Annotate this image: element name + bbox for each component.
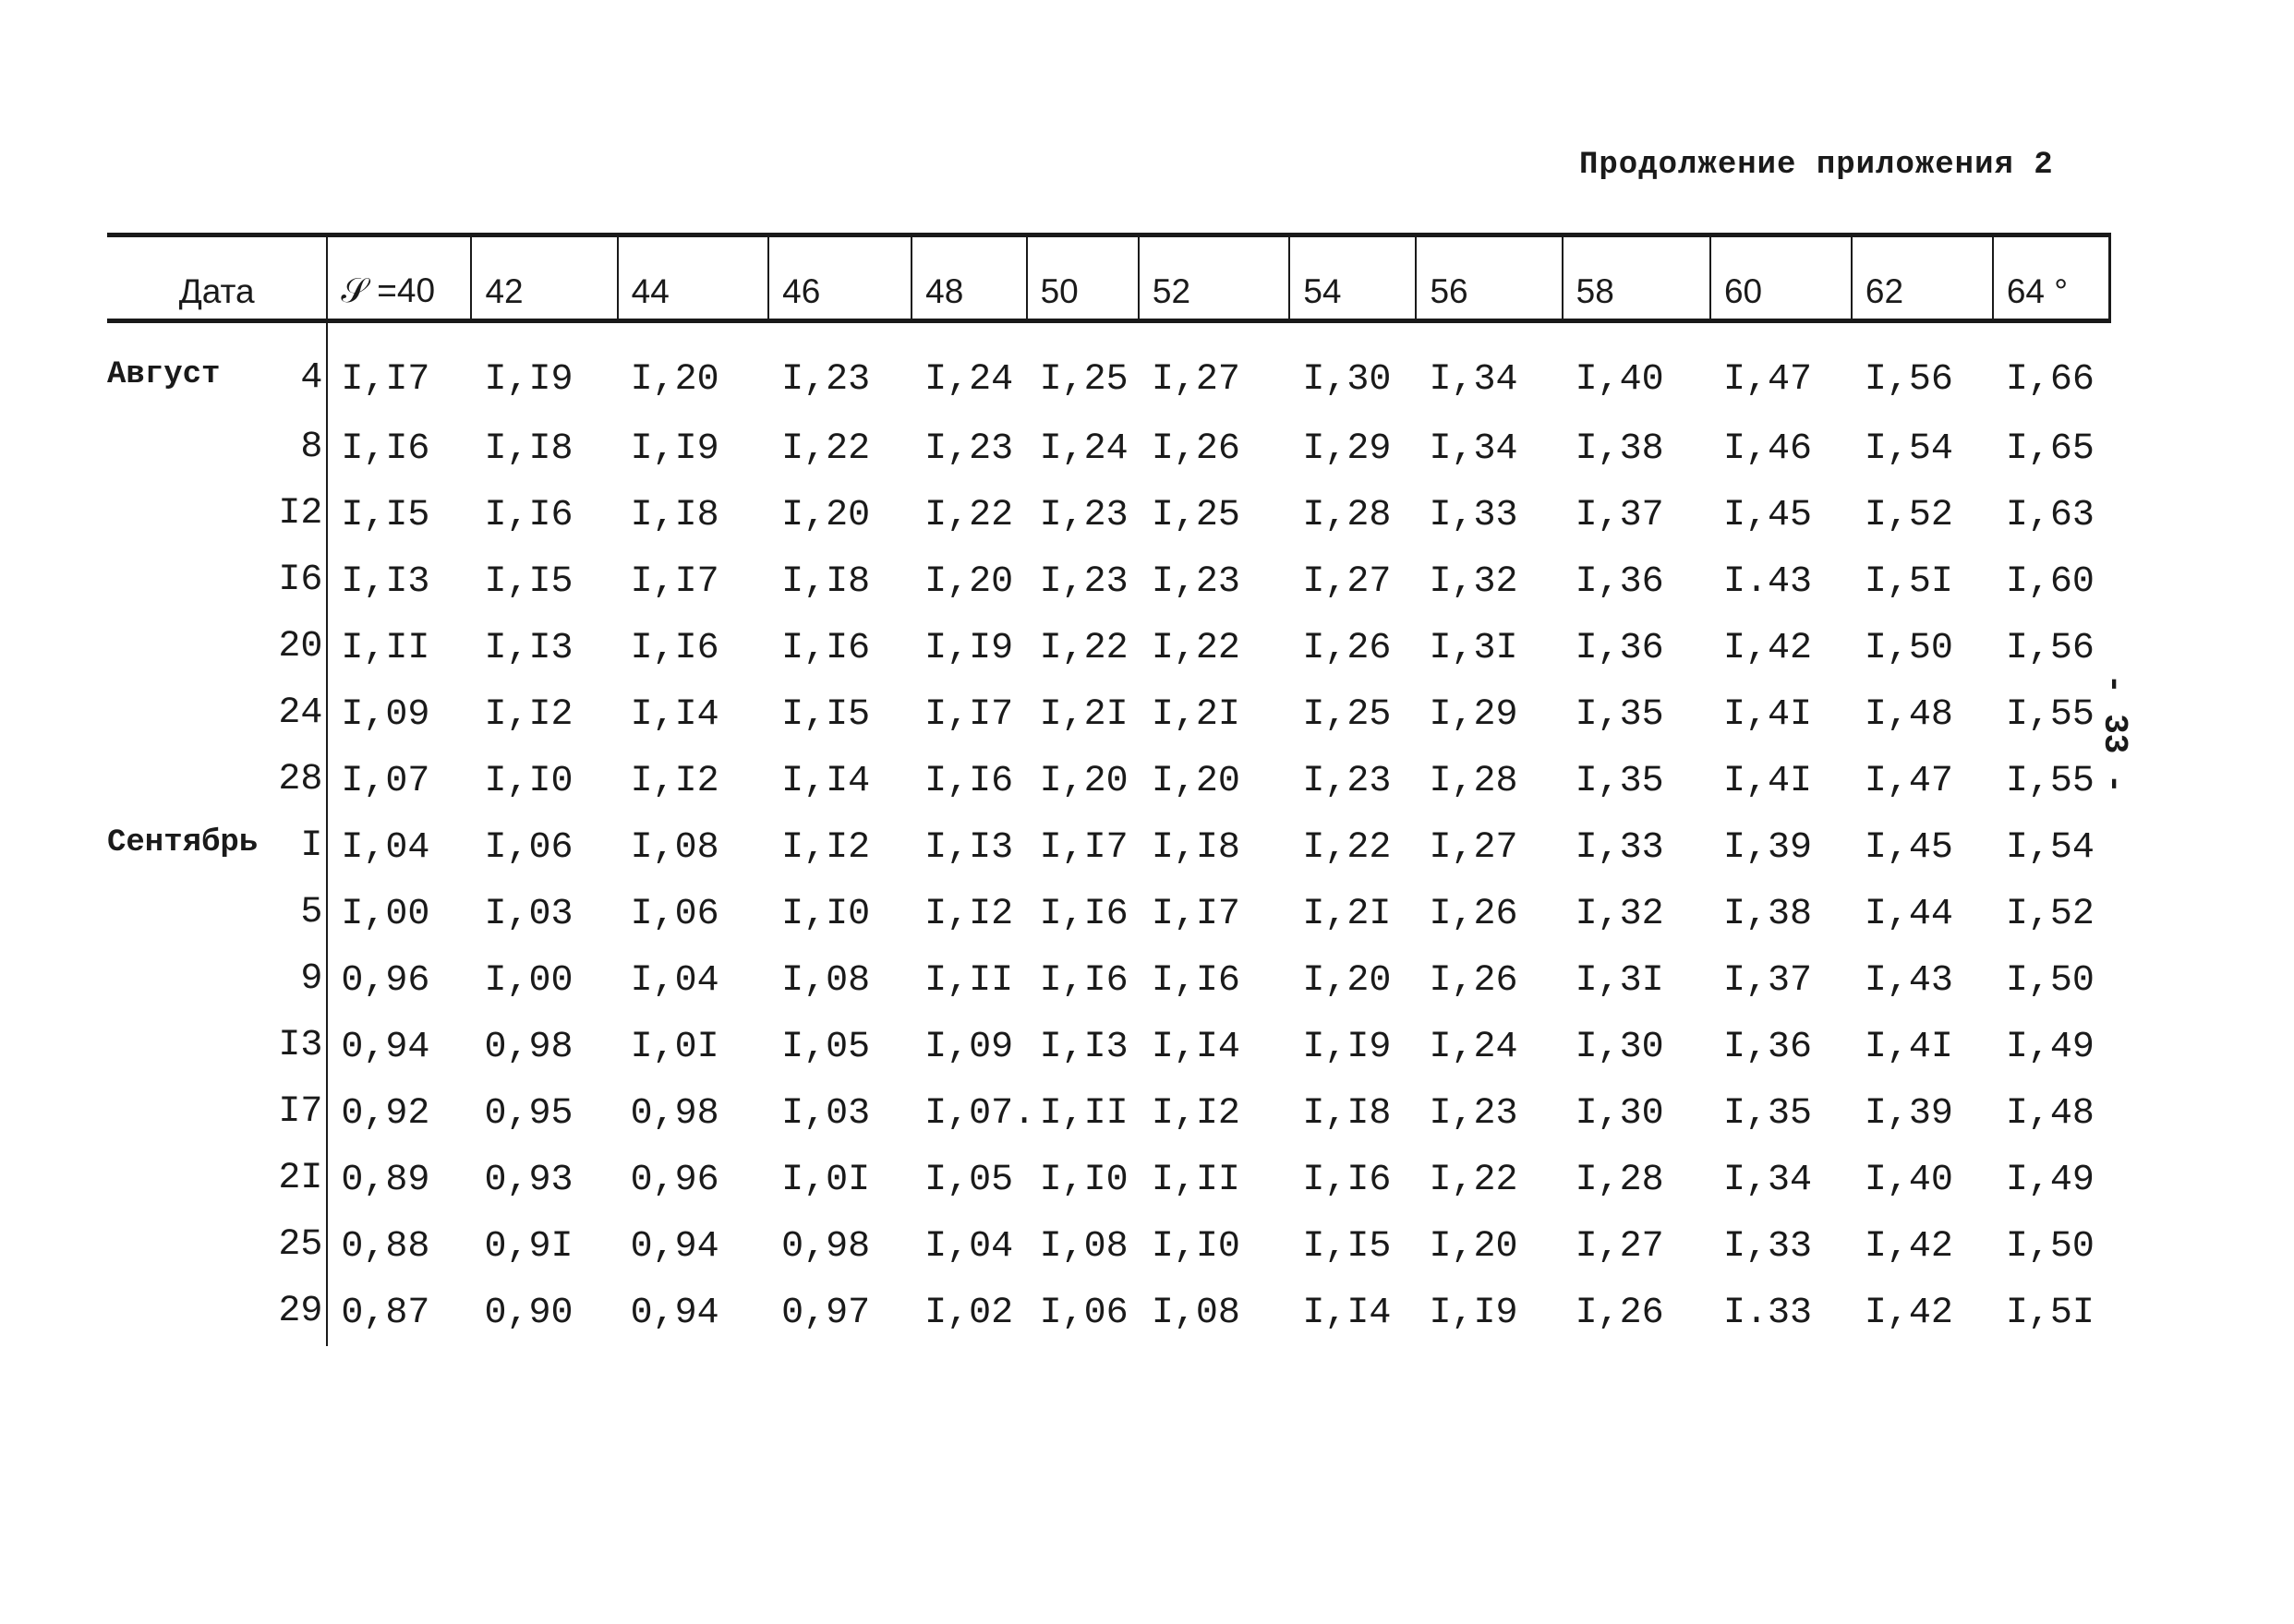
column-header: 60 — [1710, 235, 1852, 321]
value-cell: I,3I — [1575, 959, 1664, 1002]
column-header: 𝒮 =40 — [327, 235, 471, 321]
value-cell: I,08 — [1039, 1225, 1129, 1268]
value-cell: I,20 — [1302, 959, 1392, 1002]
value-cell: I,4I — [1864, 1026, 1953, 1068]
value-cell: I,I2 — [484, 693, 574, 736]
column-header: 56 — [1416, 235, 1562, 321]
day-label: 24 — [278, 692, 323, 734]
value-cell: I,47 — [1864, 760, 1953, 802]
column-header: 52 — [1139, 235, 1289, 321]
column-header: 46 — [768, 235, 912, 321]
value-cell: I,I6 — [1151, 959, 1240, 1002]
value-cell: I,25 — [1302, 693, 1392, 736]
value-cell: I,25 — [1039, 358, 1129, 401]
value-cell: I,I6 — [781, 627, 871, 669]
value-cell: I,09 — [341, 693, 430, 736]
value-cell: I,28 — [1429, 760, 1518, 802]
value-cell: I.33 — [1722, 1292, 1812, 1334]
value-cell: I,I8 — [781, 560, 871, 603]
value-cell: I,34 — [1429, 358, 1518, 401]
value-cell: I,22 — [1429, 1159, 1518, 1201]
value-cell: 0,96 — [630, 1159, 719, 1201]
value-cell: I,50 — [2005, 959, 2095, 1002]
value-cell: I,46 — [1722, 427, 1812, 470]
value-cell: I,5I — [2005, 1292, 2095, 1334]
value-cell: I,20 — [781, 494, 871, 536]
value-cell: I,3I — [1429, 627, 1518, 669]
value-cell: I,37 — [1575, 494, 1664, 536]
value-cell: I,37 — [1722, 959, 1812, 1002]
value-cell: I,28 — [1575, 1159, 1664, 1201]
table-row — [107, 1014, 2110, 1080]
value-cell: I,I0 — [1039, 1159, 1129, 1201]
day-label: 25 — [278, 1224, 323, 1266]
value-cell: I,25 — [1151, 494, 1240, 536]
value-cell: I,I2 — [924, 893, 1014, 935]
value-cell: I,26 — [1429, 959, 1518, 1002]
value-cell: I,I9 — [1429, 1292, 1518, 1334]
value-cell: I,22 — [1039, 627, 1129, 669]
table-row — [107, 482, 2110, 548]
value-cell: I,03 — [781, 1092, 871, 1135]
value-cell: I,II — [341, 627, 430, 669]
value-cell: I,24 — [924, 358, 1014, 401]
value-cell: I,52 — [2005, 893, 2095, 935]
day-label: 2I — [278, 1158, 323, 1199]
value-cell: I,23 — [1039, 494, 1129, 536]
value-cell: I,I8 — [630, 494, 719, 536]
date-cell — [107, 881, 327, 947]
value-cell: I,27 — [1429, 826, 1518, 869]
value-cell: I,36 — [1575, 560, 1664, 603]
column-header: 42 — [471, 235, 617, 321]
value-cell: I,I4 — [1151, 1026, 1240, 1068]
value-cell: I,I6 — [1302, 1159, 1392, 1201]
value-cell: I,29 — [1302, 427, 1392, 470]
table-row — [107, 1213, 2110, 1280]
date-cell — [107, 1080, 327, 1147]
day-label: I3 — [278, 1025, 323, 1066]
value-cell: I,48 — [1864, 693, 1953, 736]
value-cell: I,I7 — [1039, 826, 1129, 869]
value-cell: I,55 — [2005, 693, 2095, 736]
value-cell: I,I9 — [924, 627, 1014, 669]
value-cell: I,34 — [1429, 427, 1518, 470]
value-cell: I,I2 — [1151, 1092, 1240, 1135]
column-header: 44 — [618, 235, 768, 321]
value-cell: I,33 — [1429, 494, 1518, 536]
day-label: 8 — [300, 427, 323, 468]
value-cell: I,20 — [1429, 1225, 1518, 1268]
value-cell: I,20 — [924, 560, 1014, 603]
value-cell: I,48 — [2005, 1092, 2095, 1135]
date-cell — [107, 1147, 327, 1213]
day-label: I6 — [278, 559, 323, 601]
day-label: 4 — [300, 357, 323, 399]
value-cell: 0,97 — [781, 1292, 871, 1334]
value-cell: I,20 — [1151, 760, 1240, 802]
value-cell: I,00 — [341, 893, 430, 935]
date-cell — [107, 548, 327, 615]
value-cell: I,54 — [1864, 427, 1953, 470]
value-cell: I,II — [1151, 1159, 1240, 1201]
value-cell: I,66 — [2005, 358, 2095, 401]
value-cell: I,44 — [1864, 893, 1953, 935]
value-cell: I,04 — [341, 826, 430, 869]
value-cell: I,65 — [2005, 427, 2095, 470]
value-cell: I,36 — [1722, 1026, 1812, 1068]
value-cell: I,06 — [630, 893, 719, 935]
day-label: 29 — [278, 1291, 323, 1332]
table-row — [107, 548, 2110, 615]
value-cell: I,06 — [484, 826, 574, 869]
date-cell — [107, 814, 327, 881]
value-cell: I,I0 — [1151, 1225, 1240, 1268]
value-cell: I,I6 — [1039, 893, 1129, 935]
value-cell: I,63 — [2005, 494, 2095, 536]
value-cell: I,42 — [1864, 1292, 1953, 1334]
value-cell: I,36 — [1575, 627, 1664, 669]
date-cell — [107, 1280, 327, 1346]
value-cell: I,I3 — [484, 627, 574, 669]
value-cell: I,27 — [1302, 560, 1392, 603]
value-cell: I,39 — [1864, 1092, 1953, 1135]
table-row — [107, 814, 2110, 881]
value-cell: 0,9I — [484, 1225, 574, 1268]
value-cell: I,II — [924, 959, 1014, 1002]
value-cell: I,I5 — [781, 693, 871, 736]
date-cell — [107, 681, 327, 748]
value-cell: I,07. — [924, 1092, 1036, 1135]
value-cell: I,0I — [781, 1159, 871, 1201]
value-cell: I,5I — [1864, 560, 1953, 603]
value-cell: I,02 — [924, 1292, 1014, 1334]
value-cell: I.43 — [1722, 560, 1812, 603]
table-row — [107, 1280, 2110, 1346]
value-cell: I,23 — [1039, 560, 1129, 603]
date-column-header: Дата — [107, 235, 327, 321]
value-cell: I,00 — [484, 959, 574, 1002]
month-label: Сентябрь — [107, 825, 259, 860]
value-cell: I,20 — [630, 358, 719, 401]
value-cell: I,34 — [1722, 1159, 1812, 1201]
value-cell: I,I9 — [1302, 1026, 1392, 1068]
value-cell: I,32 — [1575, 893, 1664, 935]
value-cell: I,II — [1039, 1092, 1129, 1135]
value-cell: I,32 — [1429, 560, 1518, 603]
value-cell: I,26 — [1302, 627, 1392, 669]
value-cell: I,22 — [924, 494, 1014, 536]
value-cell: I,I7 — [1151, 893, 1240, 935]
value-cell: I,4I — [1722, 693, 1812, 736]
value-cell: I,42 — [1722, 627, 1812, 669]
day-label: I — [300, 825, 323, 867]
value-cell: 0,98 — [484, 1026, 574, 1068]
value-cell: 0,90 — [484, 1292, 574, 1334]
column-header: 58 — [1563, 235, 1710, 321]
value-cell: I,40 — [1575, 358, 1664, 401]
value-cell: I,I7 — [341, 358, 430, 401]
value-cell: I,50 — [2005, 1225, 2095, 1268]
table-row — [107, 881, 2110, 947]
value-cell: I,30 — [1575, 1026, 1664, 1068]
day-label: 20 — [278, 626, 323, 668]
value-cell: I,I6 — [630, 627, 719, 669]
value-cell: I,08 — [781, 959, 871, 1002]
table-row — [107, 615, 2110, 681]
value-cell: I,05 — [781, 1026, 871, 1068]
value-cell: 0,94 — [630, 1225, 719, 1268]
value-cell: I,I2 — [781, 826, 871, 869]
date-cell — [107, 615, 327, 681]
value-cell: I,49 — [2005, 1159, 2095, 1201]
month-label: Август — [107, 357, 221, 392]
value-cell: I,I3 — [341, 560, 430, 603]
coefficient-table — [107, 233, 2111, 1346]
value-cell: 0,89 — [341, 1159, 430, 1201]
value-cell: I,I8 — [1151, 826, 1240, 869]
column-header: 54 — [1289, 235, 1416, 321]
value-cell: I,56 — [1864, 358, 1953, 401]
table-body — [107, 321, 2110, 1347]
value-cell: I,23 — [1151, 560, 1240, 603]
value-cell: I,04 — [924, 1225, 1014, 1268]
value-cell: I,I5 — [484, 560, 574, 603]
date-cell — [107, 947, 327, 1014]
value-cell: I,26 — [1151, 427, 1240, 470]
value-cell: I,05 — [924, 1159, 1014, 1201]
value-cell: I,23 — [924, 427, 1014, 470]
day-label: 28 — [278, 759, 323, 800]
value-cell: I,49 — [2005, 1026, 2095, 1068]
date-cell — [107, 748, 327, 814]
value-cell: 0,98 — [630, 1092, 719, 1135]
value-cell: I,24 — [1039, 427, 1129, 470]
value-cell: 0,94 — [341, 1026, 430, 1068]
value-cell: I,45 — [1864, 826, 1953, 869]
value-cell: I,03 — [484, 893, 574, 935]
value-cell: I,24 — [1429, 1026, 1518, 1068]
value-cell: I,I4 — [781, 760, 871, 802]
table-row — [107, 947, 2110, 1014]
value-cell: I,28 — [1302, 494, 1392, 536]
value-cell: I,I6 — [484, 494, 574, 536]
value-cell: I,40 — [1864, 1159, 1953, 1201]
value-cell: I,I7 — [924, 693, 1014, 736]
table-row — [107, 1147, 2110, 1213]
value-cell: I,2I — [1039, 693, 1129, 736]
value-cell: I,33 — [1575, 826, 1664, 869]
value-cell: I,09 — [924, 1026, 1014, 1068]
value-cell: I,33 — [1722, 1225, 1812, 1268]
value-cell: I,35 — [1575, 693, 1664, 736]
table-row — [107, 415, 2110, 482]
value-cell: I,I0 — [781, 893, 871, 935]
value-cell: 0,95 — [484, 1092, 574, 1135]
value-cell: I,I5 — [341, 494, 430, 536]
value-cell: I,56 — [2005, 627, 2095, 669]
value-cell: I,52 — [1864, 494, 1953, 536]
value-cell: I,45 — [1722, 494, 1812, 536]
value-cell: I,I3 — [1039, 1026, 1129, 1068]
column-header: 64 ° — [1993, 235, 2110, 321]
value-cell: I,23 — [1429, 1092, 1518, 1135]
value-cell: I,I8 — [484, 427, 574, 470]
value-cell: I,43 — [1864, 959, 1953, 1002]
value-cell: 0,92 — [341, 1092, 430, 1135]
value-cell: 0,94 — [630, 1292, 719, 1334]
value-cell: I,38 — [1575, 427, 1664, 470]
value-cell: I,I4 — [630, 693, 719, 736]
value-cell: I,47 — [1722, 358, 1812, 401]
column-header: 48 — [912, 235, 1026, 321]
date-cell — [107, 1014, 327, 1080]
value-cell: I,38 — [1722, 893, 1812, 935]
value-cell: 0,96 — [341, 959, 430, 1002]
value-cell: I,2I — [1302, 893, 1392, 935]
value-cell: I,22 — [1151, 627, 1240, 669]
value-cell: I,06 — [1039, 1292, 1129, 1334]
value-cell: 0,93 — [484, 1159, 574, 1201]
value-cell: I,07 — [341, 760, 430, 802]
value-cell: I,22 — [781, 427, 871, 470]
page-number: - 33 - — [2095, 674, 2133, 794]
value-cell: 0,98 — [781, 1225, 871, 1268]
value-cell: I,I6 — [924, 760, 1014, 802]
value-cell: I,30 — [1302, 358, 1392, 401]
date-cell — [107, 415, 327, 482]
value-cell: I,55 — [2005, 760, 2095, 802]
value-cell: 0,87 — [341, 1292, 430, 1334]
value-cell: I,29 — [1429, 693, 1518, 736]
value-cell: I,35 — [1575, 760, 1664, 802]
day-label: I7 — [278, 1091, 323, 1133]
value-cell: 0,88 — [341, 1225, 430, 1268]
value-cell: I,I6 — [1039, 959, 1129, 1002]
day-label: I2 — [278, 493, 323, 535]
value-cell: I,I5 — [1302, 1225, 1392, 1268]
value-cell: I,22 — [1302, 826, 1392, 869]
day-label: 9 — [300, 958, 323, 1000]
value-cell: I,39 — [1722, 826, 1812, 869]
value-cell: I,I3 — [924, 826, 1014, 869]
value-cell: I,08 — [1151, 1292, 1240, 1334]
value-cell: I,50 — [1864, 627, 1953, 669]
value-cell: I,2I — [1151, 693, 1240, 736]
value-cell: I,I8 — [1302, 1092, 1392, 1135]
table-row — [107, 1080, 2110, 1147]
value-cell: I,04 — [630, 959, 719, 1002]
date-cell — [107, 1213, 327, 1280]
day-label: 5 — [300, 892, 323, 933]
value-cell: I,I7 — [630, 560, 719, 603]
value-cell: I,27 — [1151, 358, 1240, 401]
appendix-caption: Продолжение приложения 2 — [1579, 148, 2054, 183]
date-cell — [107, 482, 327, 548]
value-cell: I,54 — [2005, 826, 2095, 869]
value-cell: I,60 — [2005, 560, 2095, 603]
value-cell: I,I9 — [484, 358, 574, 401]
value-cell: I,4I — [1722, 760, 1812, 802]
value-cell: I,I2 — [630, 760, 719, 802]
column-header: 50 — [1027, 235, 1139, 321]
table-header-row — [107, 235, 2110, 321]
column-header: 62 — [1852, 235, 1993, 321]
value-cell: I,23 — [781, 358, 871, 401]
value-cell: I,I0 — [484, 760, 574, 802]
value-cell: I,23 — [1302, 760, 1392, 802]
value-cell: I,I6 — [341, 427, 430, 470]
value-cell: I,30 — [1575, 1092, 1664, 1135]
table-row — [107, 748, 2110, 814]
table-row — [107, 321, 2110, 416]
value-cell: I,26 — [1575, 1292, 1664, 1334]
value-cell: I,26 — [1429, 893, 1518, 935]
value-cell: I,I9 — [630, 427, 719, 470]
date-cell — [107, 321, 327, 416]
value-cell: I,35 — [1722, 1092, 1812, 1135]
value-cell: I,27 — [1575, 1225, 1664, 1268]
value-cell: I,42 — [1864, 1225, 1953, 1268]
table-row — [107, 681, 2110, 748]
value-cell: I,20 — [1039, 760, 1129, 802]
value-cell: I,0I — [630, 1026, 719, 1068]
value-cell: I,I4 — [1302, 1292, 1392, 1334]
value-cell: I,08 — [630, 826, 719, 869]
